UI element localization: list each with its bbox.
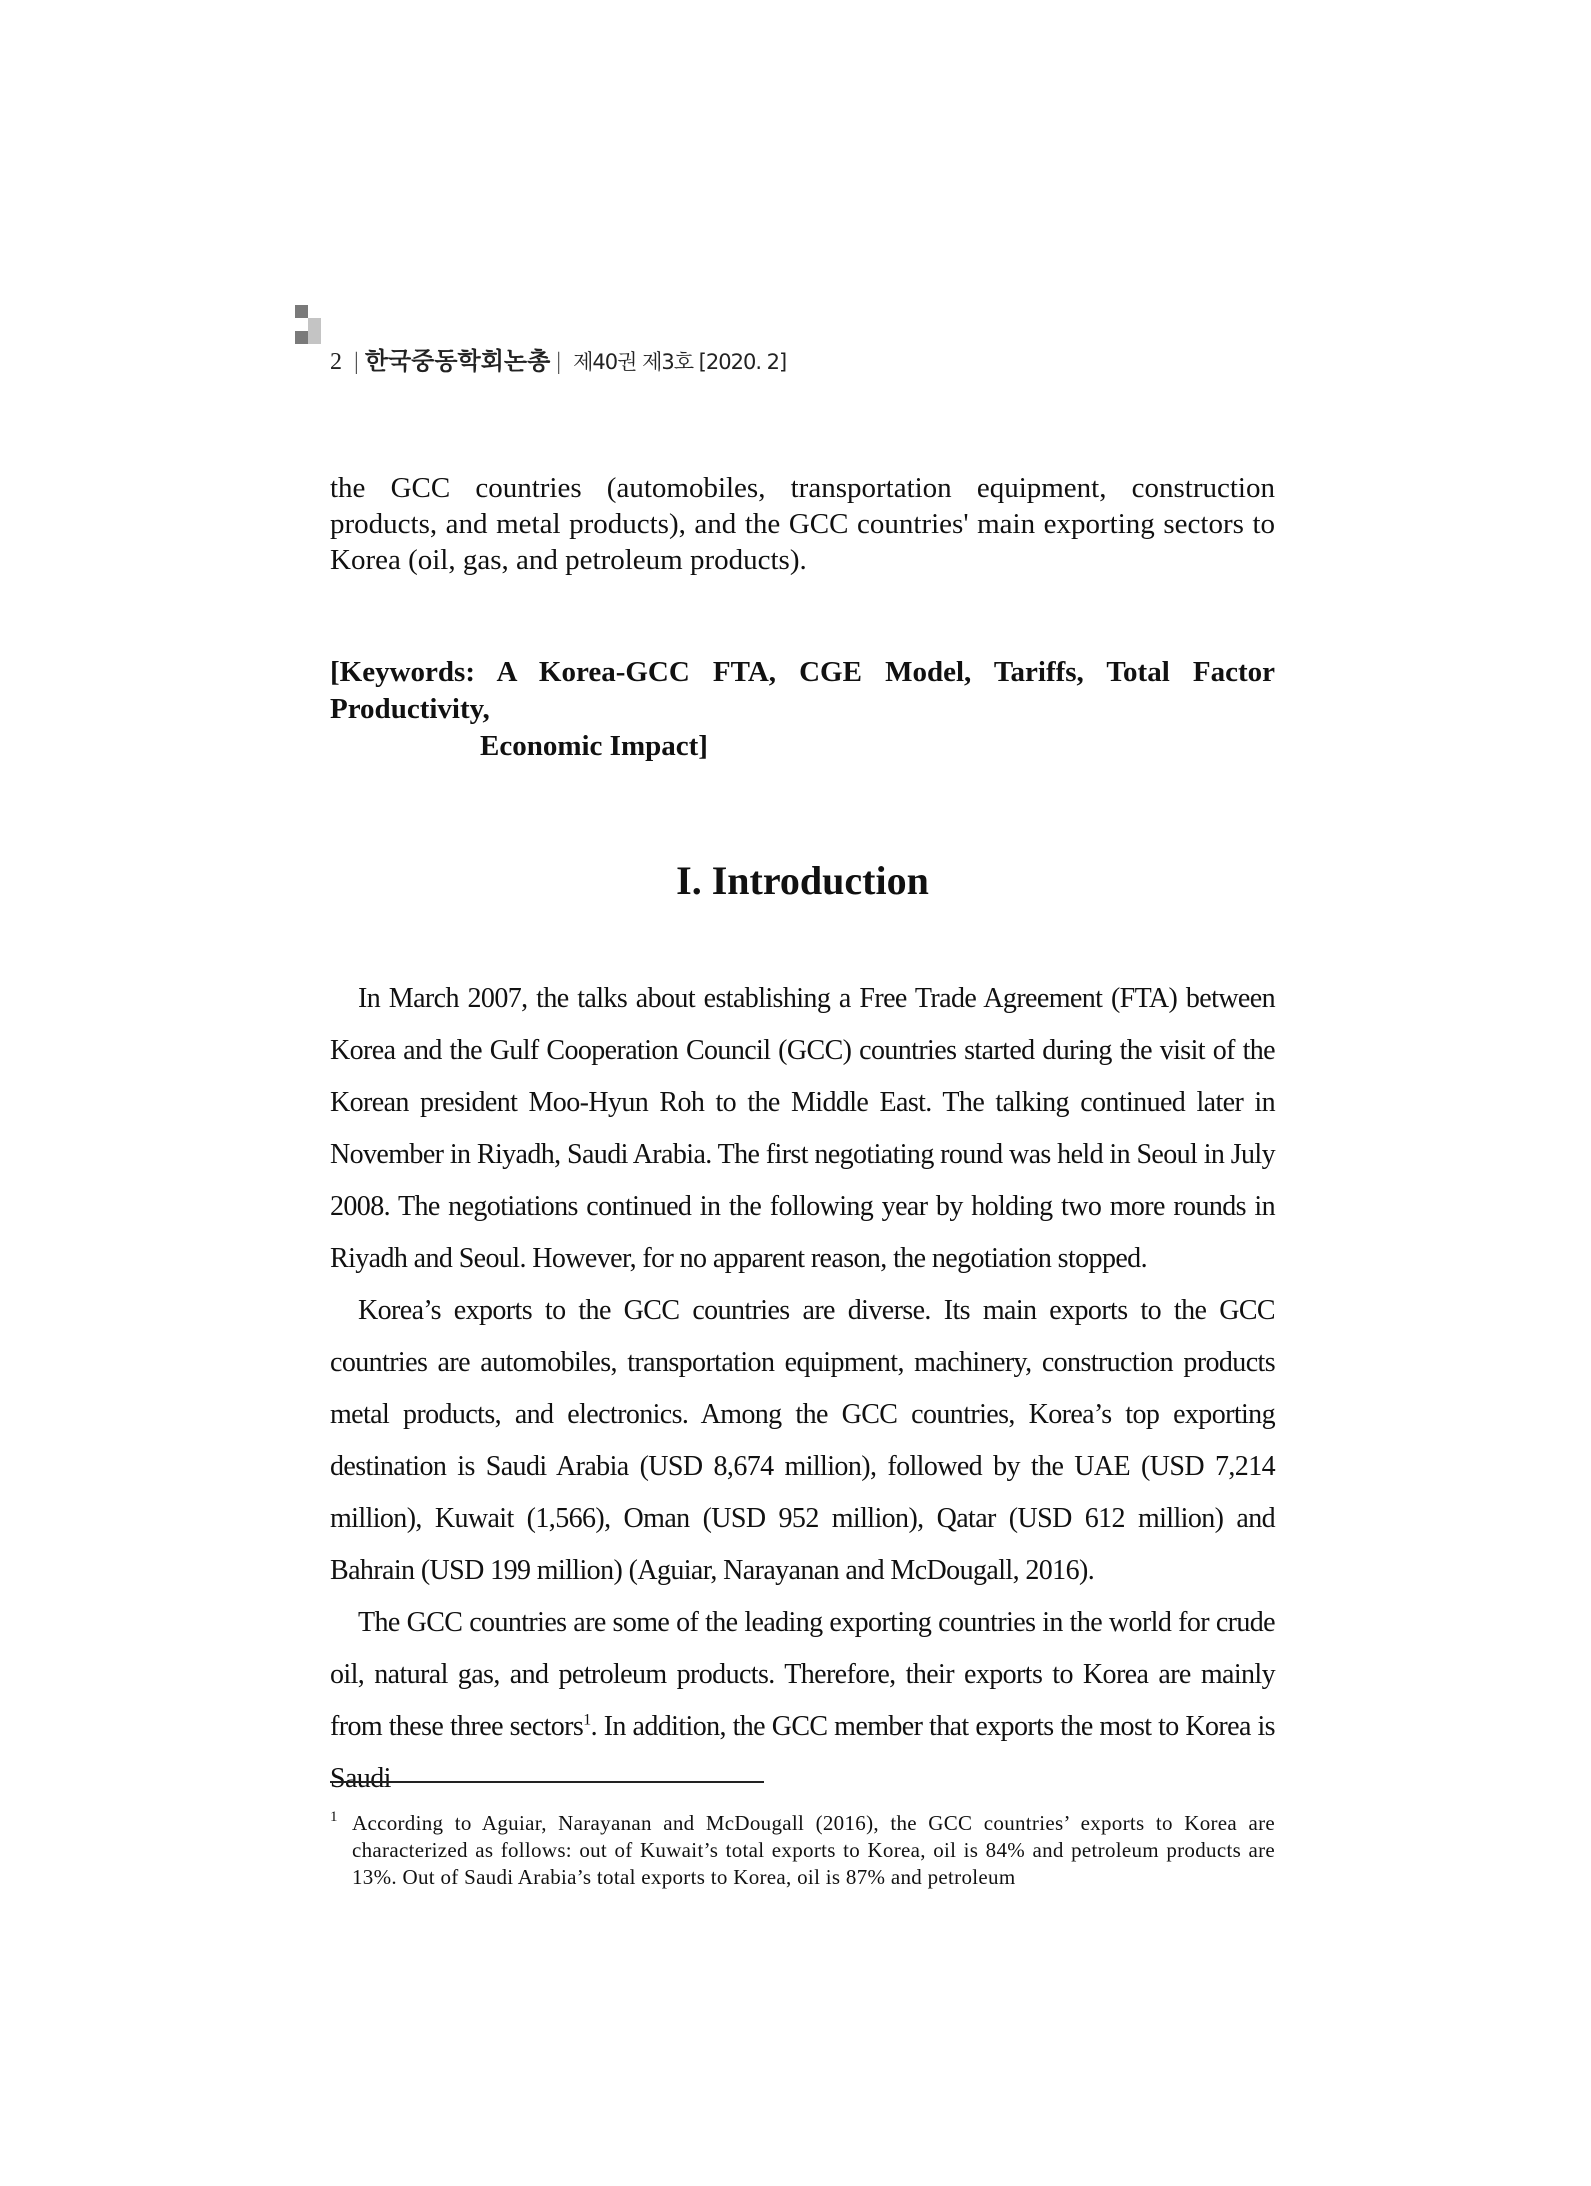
keywords-block (330, 654, 1275, 765)
footnote (330, 1810, 1275, 1891)
keywords-line-2: Economic Impact] (480, 730, 708, 762)
keywords-line-1: [Keywords: A Korea-GCC FTA, CGE Model, Tariffs, Total Factor Productivity, (330, 656, 1275, 725)
header-decoration-squares (295, 305, 331, 351)
journal-title: 한국중동학회논총 (364, 347, 551, 375)
volume-issue: 제40권 제3호 [2020. 2] (573, 350, 787, 374)
footnote-mark: 1 (330, 1809, 338, 1825)
decor-square (295, 305, 308, 318)
decor-square (295, 331, 308, 344)
paragraph (330, 1285, 1275, 1597)
running-header (330, 346, 786, 377)
decor-square (308, 318, 321, 331)
paragraph (330, 1597, 1275, 1805)
paragraph-text: . In addition, the GCC member that exports the most to Korea is Saudi (330, 1711, 1275, 1794)
footnote-reference[interactable]: 1 (583, 1711, 591, 1729)
body-text (330, 973, 1275, 1805)
footnote-divider (330, 1781, 764, 1783)
header-separator: | (556, 349, 562, 375)
footnote-text: According to Aguiar, Narayanan and McDougall (2016), the GCC countries’ exports to Korea are characterized as follows: out of Kuwait’s total exports to Korea, oil is 84% and petroleum products are 13%. Out of Saudi Arabia’s total exports to Korea, oil is 87% and petroleum (352, 1811, 1275, 1889)
section-heading: I. Introduction (676, 858, 929, 903)
abstract-continuation: the GCC countries (automobiles, transportation equipment, construction products, and metal products), and the GCC countries' main exporting sectors to Korea (oil, gas, and petroleum products). (330, 472, 1275, 576)
paragraph: In March 2007, the talks about establishing a Free Trade Agreement (FTA) between Korea and the Gulf Cooperation Council (GCC) countries started during the visit of the Korean president Moo-Hyun Roh to the Middle East. The talking continued later in November in Riyadh, Saudi Arabia. The first negotiating round was held in Seoul in July 2008. The negotiations continued in the following year by holding two more rounds in Riyadh and Seoul. However, for no apparent reason, the negotiation stopped. (330, 983, 1275, 1274)
paragraph-text: Korea’s exports to the GCC countries are diverse. Its main exports to the GCC countries are automobiles, transportation equipment, machinery, construction products metal products, and electronics. Among the GCC countries, Korea’s top exporting destination is Saudi Arabia (USD 8,674 million), followed by the UAE (USD 7,214 million), Kuwait (1,566), Oman (USD 952 million), Qatar (USD 612 million) and Bahrain (USD 199 million) (Aguiar, Narayanan and McDougall, 2016). (330, 1295, 1275, 1586)
paragraph-text: The GCC countries are some of the leading exporting countries in the world for crude oil, natural gas, and petroleum products. Therefore, their exports to Korea are mainly from these three sectors (330, 1607, 1275, 1742)
header-separator: | (354, 349, 359, 375)
decor-square (308, 331, 321, 344)
page-number: 2 (330, 349, 342, 375)
